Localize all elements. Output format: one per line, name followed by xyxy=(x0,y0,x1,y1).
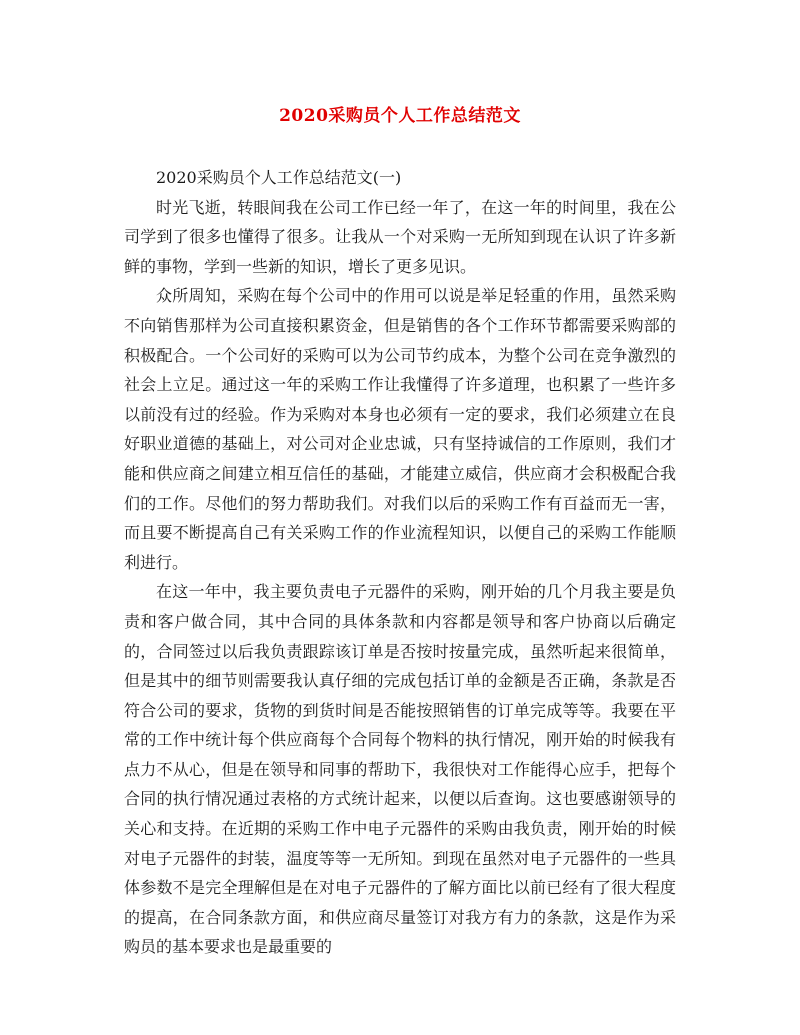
section-heading: 2020采购员个人工作总结范文(一) xyxy=(156,168,402,187)
document-body xyxy=(124,163,676,962)
body-paragraph: 众所周知，采购在每个公司中的作用可以说是举足轻重的作用，虽然采购不向销售那样为公司直接积累资金，但是销售的各个工作环节都需要采购部的积极配合。一个公司好的采购可以为公司节约成本，为整个公司在竞争激烈的社会上立足。通过这一年的采购工作让我懂得了许多道理，也积累了一些许多以前没有过的经验。作为采购对本身也必须有一定的要求，我们必须建立在良好职业道德的基础上，对公司对企业忠诚，只有坚持诚信的工作原则，我们才能和供应商之间建立相互信任的基础，才能建立威信，供应商才会积极配合我们的工作。尽他们的努力帮助我们。对我们以后的采购工作有百益而无一害，而且要不断提高自己有关采购工作的作业流程知识，以便自己的采购工作能顺利进行。 xyxy=(124,286,676,572)
body-paragraph: 时光飞逝，转眼间我在公司工作已经一年了，在这一年的时间里，我在公司学到了很多也懂得了很多。让我从一个对采购一无所知到现在认识了许多新鲜的事物，学到一些新的知识，增长了更多见识。 xyxy=(124,197,676,276)
body-paragraph: 在这一年中，我主要负责电子元器件的采购，刚开始的几个月我主要是负责和客户做合同，其中合同的具体条款和内容都是领导和客户协商以后确定的，合同签过以后我负责跟踪该订单是否按时按量完成，虽然听起来很简单，但是其中的细节则需要我认真仔细的完成包括订单的金额是否正确，条款是否符合公司的要求，货物的到货时间是否能按照销售的订单完成等等。我要在平常的工作中统计每个供应商每个合同每个物料的执行情况，刚开始的时候我有点力不从心，但是在领导和同事的帮助下，我很快对工作能得心应手，把每个合同的执行情况通过表格的方式统计起来，以便以后查询。这也要感谢领导的关心和支持。在近期的采购工作中电子元器件的采购由我负责，刚开始的时候对电子元器件的封装，温度等等一无所知。到现在虽然对电子元器件的一些具体参数不是完全理解但是在对电子元器件的了解方面比以前已经有了很大程度的提高，在合同条款方面，和供应商尽量签订对我方有力的条款，这是作为采购员的基本要求也是最重要的 xyxy=(124,582,676,957)
document-title: 2020采购员个人工作总结范文 xyxy=(279,106,521,126)
